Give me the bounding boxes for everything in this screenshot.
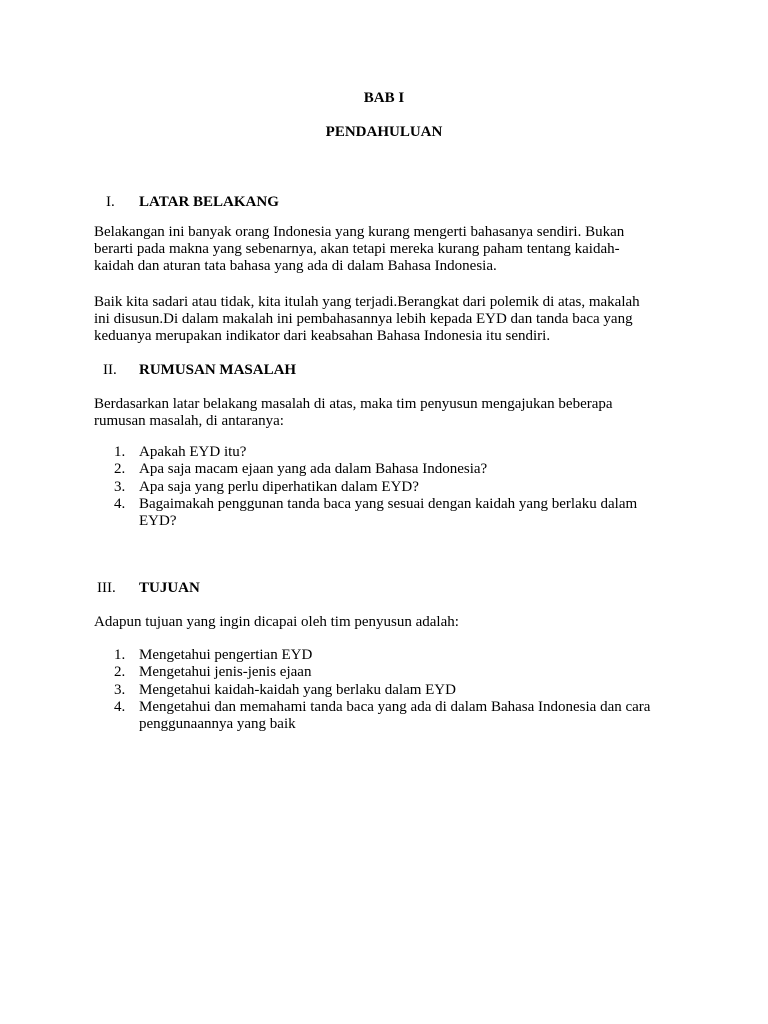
list-item-text-continued: EYD? — [139, 513, 177, 530]
section-1-paragraph-2 — [94, 294, 684, 345]
paragraph-line: berarti pada makna yang sebenarnya, akan tetapi mereka kurang paham tentang kaidah- — [94, 241, 620, 257]
section-3-goal-list — [114, 647, 650, 733]
section-1-numeral: I. — [106, 194, 115, 210]
paragraph-line: kaidah dan aturan tata bahasa yang ada di dalam Bahasa Indonesia. — [94, 258, 497, 274]
list-item-text-continued: penggunaannya yang baik — [139, 716, 296, 733]
section-3-intro — [94, 614, 684, 631]
section-3-numeral: III. — [97, 580, 116, 596]
list-item-text: Apakah EYD itu? — [139, 444, 247, 460]
chapter-label: BAB I — [363, 90, 405, 106]
list-item-text: Bagaimakah penggunan tanda baca yang sesuai dengan kaidah yang berlaku dalam — [139, 495, 638, 512]
paragraph-line: ini disusun.Di dalam makalah ini pembahasannya lebih kepada EYD dan tanda baca yang — [94, 311, 633, 327]
list-item — [114, 461, 637, 478]
section-1-heading: LATAR BELAKANG — [139, 194, 279, 210]
list-item — [114, 479, 637, 496]
list-item — [114, 699, 650, 734]
list-number: 2. — [114, 461, 126, 478]
list-number: 4. — [114, 495, 126, 512]
list-number: 3. — [114, 478, 126, 495]
list-item-text: Mengetahui jenis-jenis ejaan — [139, 664, 312, 681]
section-2-numeral: II. — [103, 362, 117, 378]
paragraph-line: Adapun tujuan yang ingin dicapai oleh tim penyusun adalah: — [94, 614, 459, 630]
list-item-text: Apa saja macam ejaan yang ada dalam Bahasa Indonesia? — [139, 461, 488, 478]
list-item-text: Mengetahui pengertian EYD — [139, 647, 313, 663]
section-2-question-list — [114, 444, 637, 530]
list-number: 1. — [114, 647, 126, 663]
paragraph-line: keduanya merupakan indikator dari keabsahan Bahasa Indonesia itu sendiri. — [94, 328, 551, 344]
list-item — [114, 496, 637, 531]
section-1-paragraph-1 — [94, 224, 684, 275]
section-2-intro — [94, 396, 684, 430]
list-item-text: Apa saja yang perlu diperhatikan dalam EYD? — [139, 478, 419, 495]
list-item-text: Mengetahui dan memahami tanda baca yang ada di dalam Bahasa Indonesia dan cara — [139, 698, 651, 715]
paragraph-line: Baik kita sadari atau tidak, kita itulah yang terjadi.Berangkat dari polemik di atas, makalah — [94, 294, 640, 310]
paragraph-line: Berdasarkan latar belakang masalah di atas, maka tim penyusun mengajukan beberapa — [94, 396, 613, 412]
list-item — [114, 444, 637, 461]
section-2-heading: RUMUSAN MASALAH — [139, 362, 297, 378]
list-item-text: Mengetahui kaidah-kaidah yang berlaku dalam EYD — [139, 681, 456, 698]
chapter-title: PENDAHULUAN — [325, 124, 443, 140]
list-number: 3. — [114, 681, 126, 698]
list-item — [114, 647, 650, 664]
paragraph-line: Belakangan ini banyak orang Indonesia yang kurang mengerti bahasanya sendiri. Bukan — [94, 224, 625, 240]
list-number: 1. — [114, 444, 126, 460]
list-number: 2. — [114, 664, 126, 681]
section-3-heading: TUJUAN — [139, 580, 200, 596]
list-item — [114, 682, 650, 699]
list-number: 4. — [114, 698, 126, 715]
list-item — [114, 664, 650, 681]
paragraph-line: rumusan masalah, di antaranya: — [94, 413, 284, 429]
